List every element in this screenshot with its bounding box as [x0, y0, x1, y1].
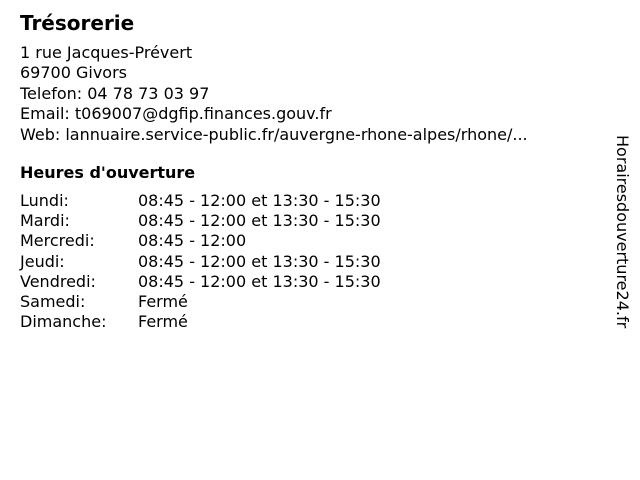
- time-value: 08:45 - 12:00 et 13:30 - 15:30: [138, 211, 381, 231]
- city-address: 69700 Givors: [20, 63, 127, 83]
- time-value: 08:45 - 12:00 et 13:30 - 15:30: [138, 251, 381, 271]
- day-label: Dimanche:: [20, 312, 107, 332]
- office-card: [20, 10, 595, 332]
- opening-hours-title: Heures d'ouverture: [20, 163, 196, 183]
- office-title: Trésorerie: [20, 11, 135, 35]
- opening-hours-table: [20, 191, 595, 332]
- hours-row-wednesday: [20, 231, 595, 251]
- time-value: 08:45 - 12:00: [138, 231, 247, 251]
- day-label: Mercredi:: [20, 231, 95, 251]
- hours-row-friday: [20, 272, 595, 292]
- phone-number[interactable]: Telefon: 04 78 73 03 97: [20, 83, 210, 103]
- day-label: Vendredi:: [20, 271, 96, 291]
- day-label: Mardi:: [20, 211, 70, 231]
- time-value: 08:45 - 12:00 et 13:30 - 15:30: [138, 191, 381, 211]
- time-value: Fermé: [138, 312, 188, 332]
- website-link[interactable]: Web: lannuaire.service-public.fr/auvergne-rhone-alpes/rhone/...: [20, 124, 528, 144]
- email-address[interactable]: Email: t069007@dgfip.finances.gouv.fr: [20, 104, 332, 124]
- day-label: Jeudi:: [20, 251, 65, 271]
- hours-row-sunday: [20, 312, 595, 332]
- street-address: 1 rue Jacques-Prévert: [20, 43, 193, 62]
- site-watermark: Horairesdouverture24.fr: [613, 135, 632, 329]
- time-value: 08:45 - 12:00 et 13:30 - 15:30: [138, 271, 381, 291]
- hours-row-monday: [20, 191, 595, 211]
- address-block: [20, 43, 595, 145]
- time-value: Fermé: [138, 292, 188, 312]
- day-label: Lundi:: [20, 191, 69, 211]
- hours-row-tuesday: [20, 211, 595, 231]
- hours-row-thursday: [20, 252, 595, 272]
- hours-row-saturday: [20, 292, 595, 312]
- day-label: Samedi:: [20, 292, 86, 312]
